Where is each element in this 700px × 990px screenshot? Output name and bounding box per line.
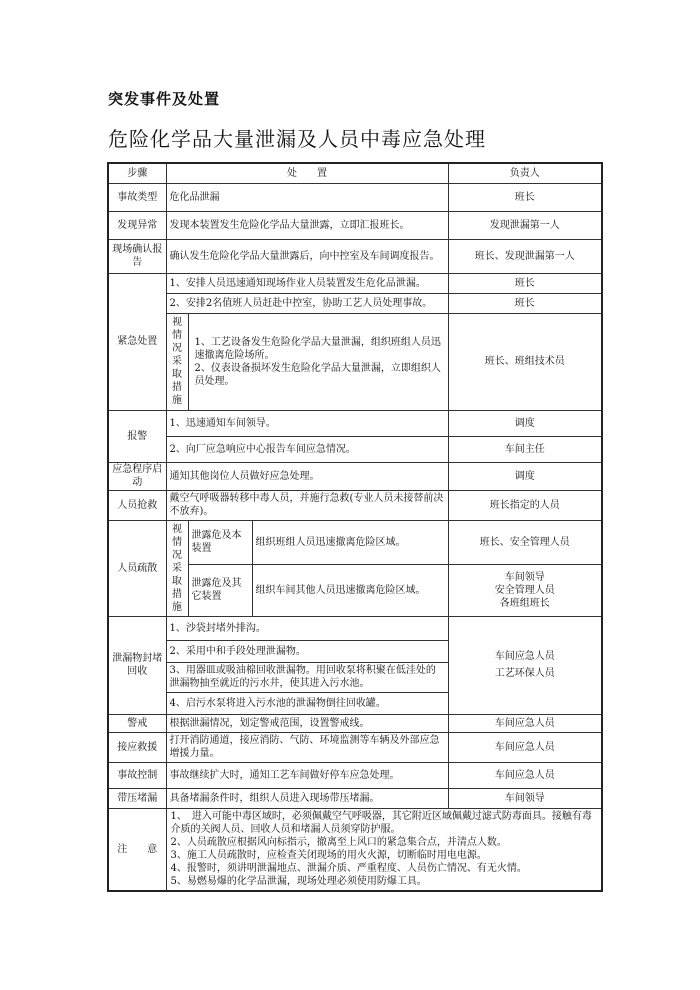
sub-item: 1、工艺设备发生危险化学品大量泄漏，组织班组人员迅速撤离危险场所。	[194, 336, 441, 361]
table-row	[108, 808, 602, 891]
step-cell: 接应救援	[108, 732, 166, 762]
step-cell: 事故控制	[108, 762, 166, 788]
step-cell: 应急程序启动	[108, 462, 166, 490]
step-cell: 事故类型	[108, 183, 166, 211]
table-row	[108, 239, 602, 273]
step-cell: 紧急处置	[108, 273, 166, 410]
table-row	[108, 762, 602, 788]
owner-cell	[448, 564, 602, 616]
owner-cell: 班长、班组技术员	[448, 313, 602, 410]
table-row	[108, 293, 602, 313]
owner-cell: 车间应急人员	[448, 732, 602, 762]
step-cell: 注 意	[108, 808, 166, 891]
note-item: 5、易燃易爆的化学品泄漏，现场处理必须使用防爆工具。	[170, 876, 427, 888]
table-row	[108, 211, 602, 239]
owner-cell: 班长	[448, 183, 602, 211]
step-cell: 人员抢救	[108, 490, 166, 520]
owner-cell: 调度	[448, 462, 602, 490]
action-cell: 事故继续扩大时，通知工艺车间做好停车应急处理。	[166, 762, 448, 788]
condition-cell: 泄露危及本装置	[188, 520, 252, 564]
action-cell: 戴空气呼吸器转移中毒人员，并施行急救(专业人员未接替前决不放弃)。	[166, 490, 448, 520]
owner-cell: 调度	[448, 410, 602, 436]
owner-cell: 班长	[448, 273, 602, 293]
sub-item: 2、仪表设备损坏发生危险化学品大量泄漏，立即组织人员处理。	[194, 362, 441, 387]
action-cell: 2、采用中和手段处理泄漏物。	[166, 640, 448, 662]
action-cell: 1、安排人员迅速通知现场作业人员装置发生危化品泄漏。	[166, 273, 448, 293]
owner-line: 各班组班长	[499, 597, 550, 609]
sub-label-cell: 视情况采取措施	[166, 520, 188, 616]
owner-line: 安全管理人员	[494, 584, 555, 596]
note-item: 3、施工人员疏散时，应检查关闭现场的用火火源，切断临时用电电源。	[170, 850, 487, 862]
document-title: 危险化学品大量泄漏及人员中毒应急处理	[108, 127, 486, 151]
step-cell: 带压堵漏	[108, 788, 166, 808]
owner-line: 工艺环保人员	[494, 668, 555, 679]
emergency-procedure-table	[107, 162, 603, 892]
owner-cell: 班长	[448, 293, 602, 313]
action-cell: 根据泄漏情况，划定警戒范围，设置警戒线。	[166, 714, 448, 732]
header-step: 步骤	[108, 163, 166, 183]
table-row	[108, 616, 602, 640]
action-cell: 1、沙袋封堵外排沟。	[166, 616, 448, 640]
notes-cell	[166, 808, 602, 891]
action-cell: 危化品泄漏	[166, 183, 448, 211]
action-cell: 2、向厂应急响应中心报告车间应急情况。	[166, 436, 448, 462]
table-header-row	[108, 163, 602, 183]
action-cell: 2、安排2名值班人员赶赴中控室，协助工艺人员处理事故。	[166, 293, 448, 313]
table-row	[108, 410, 602, 436]
owner-cell: 车间领导	[448, 788, 602, 808]
table-row	[108, 490, 602, 520]
owner-cell: 车间应急人员	[448, 762, 602, 788]
owner-cell: 车间主任	[448, 436, 602, 462]
table-row	[108, 273, 602, 293]
step-cell: 警戒	[108, 714, 166, 732]
action-cell: 确认发生危险化学品大量泄露后，向中控室及车间调度报告。	[166, 239, 448, 273]
header-action: 处 置	[166, 163, 448, 183]
owner-cell	[448, 616, 602, 714]
step-cell: 现场确认报告	[108, 239, 166, 273]
owner-cell: 发现泄漏第一人	[448, 211, 602, 239]
action-cell: 组织车间其他人员迅速撤离危险区域。	[252, 564, 448, 616]
action-cell: 4、启污水泵将进入污水池的泄漏物倒往回收罐。	[166, 692, 448, 714]
owner-line: 车间领导	[504, 571, 545, 583]
section-title: 突发事件及处置	[108, 90, 221, 108]
table-row	[108, 788, 602, 808]
action-cell: 组织班组人员迅速撤离危险区域。	[252, 520, 448, 564]
table-row	[108, 520, 602, 564]
owner-cell: 班长指定的人员	[448, 490, 602, 520]
owner-cell: 班长、安全管理人员	[448, 520, 602, 564]
header-owner: 负责人	[448, 163, 602, 183]
action-cell: 通知其他岗位人员做好应急处理。	[166, 462, 448, 490]
table-row	[108, 436, 602, 462]
table-row	[108, 462, 602, 490]
table-row	[108, 714, 602, 732]
table-row	[108, 313, 602, 410]
step-cell: 人员疏散	[108, 520, 166, 616]
note-item: 4、报警时，须讲明泄漏地点、泄漏介质、严重程度、人员伤亡情况、有无火情。	[170, 863, 527, 875]
table-row	[108, 183, 602, 211]
table-row	[108, 732, 602, 762]
owner-line: 车间应急人员	[494, 651, 555, 662]
action-cell: 打开消防通道，接应消防、气防、环境监测等车辆及外部应急增援力量。	[166, 732, 448, 762]
step-cell: 报警	[108, 410, 166, 462]
action-cell	[188, 313, 448, 410]
owner-cell: 班长、发现泄漏第一人	[448, 239, 602, 273]
step-cell: 发现异常	[108, 211, 166, 239]
note-item: 2、人员疏散应根据风向标指示，撤离至上风口的紧急集合点，并清点人数。	[170, 837, 507, 849]
step-cell: 泄漏物封堵回收	[108, 616, 166, 714]
action-cell: 具备堵漏条件时，组织人员进入现场带压堵漏。	[166, 788, 448, 808]
sub-label-cell: 视情况采取措施	[166, 313, 188, 410]
owner-cell: 车间应急人员	[448, 714, 602, 732]
condition-cell: 泄露危及其它装置	[188, 564, 252, 616]
action-cell: 发现本装置发生危险化学品大量泄露，立即汇报班长。	[166, 211, 448, 239]
action-cell: 1、迅速通知车间领导。	[166, 410, 448, 436]
note-item: 1、 进入可能中毒区域时，必须佩戴空气呼吸器，其它附近区域佩戴过滤式防毒面具。接触有毒介质的关阀人员、回收人员和堵漏人员须穿防护服。	[170, 811, 592, 836]
action-cell: 3、用器皿或吸油棉回收泄漏物。用回收泵将积聚在低洼处的泄漏物抽至就近的污水井，使其进入污水池。	[166, 662, 448, 692]
